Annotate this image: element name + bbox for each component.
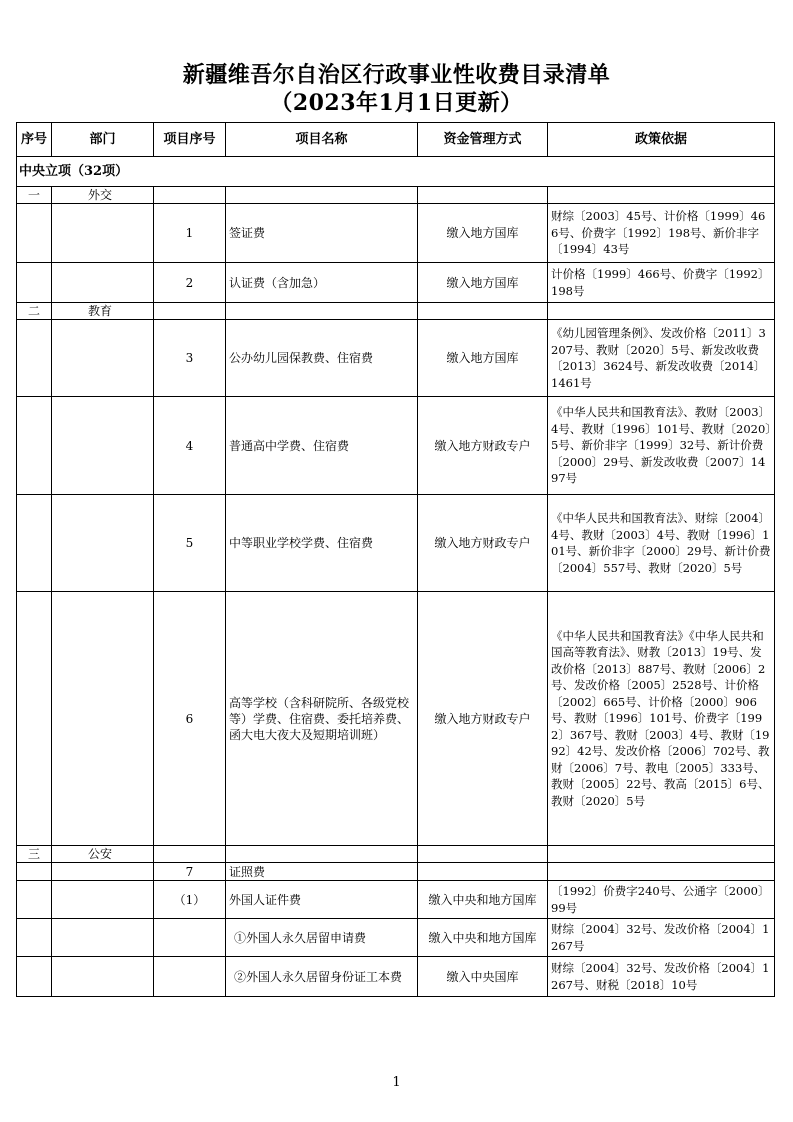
header-fund-mgmt: 资金管理方式 xyxy=(418,123,548,157)
policy-basis: 财综〔2004〕32号、发改价格〔2004〕1267号、财税〔2018〕10号 xyxy=(548,957,775,997)
header-dept: 部门 xyxy=(52,123,154,157)
table-row xyxy=(17,592,775,846)
category-dept: 教育 xyxy=(52,303,154,320)
policy-basis: 〔1992〕价费字240号、公通字〔2000〕99号 xyxy=(548,881,775,919)
category-seq: 二 xyxy=(17,303,52,320)
section-label: 中央立项（32项） xyxy=(17,157,775,187)
item-name: 外国人证件费 xyxy=(226,881,418,919)
item-no: 7 xyxy=(154,863,226,881)
policy-basis: 《中华人民共和国教育法》、财综〔2004〕4号、教财〔2003〕4号、教财〔1996〕101号、新价非字〔2000〕29号、新计价费〔2004〕557号、教财〔2020〕5号 xyxy=(548,495,775,592)
header-item-name: 项目名称 xyxy=(226,123,418,157)
policy-basis: 《中华人民共和国教育法》《中华人民共和国高等教育法》、财教〔2013〕19号、发改价格〔2013〕887号、教财〔2006〕2号、发改价格〔2005〕2528号、计价格〔2002〕665号、计价格〔2000〕906号、教财〔1996〕101号、价费字〔1992〕367号、教财〔2003〕4号、教财〔1992〕42号、发改价格〔2006〕702号、教财〔2006〕7号、教电〔2005〕333号、教财〔2005〕22号、教高〔2015〕6号、教财〔2020〕5号 xyxy=(548,592,775,846)
table-row xyxy=(17,320,775,397)
header-policy: 政策依据 xyxy=(548,123,775,157)
table-header-row xyxy=(17,123,775,157)
item-no: 5 xyxy=(154,495,226,592)
document-title: 新疆维吾尔自治区行政事业性收费目录清单 xyxy=(182,62,611,88)
policy-basis: 《幼儿园管理条例》、发改价格〔2011〕3207号、教财〔2020〕5号、新发改收费〔2013〕3624号、新发改收费〔2014〕1461号 xyxy=(548,320,775,397)
fund-mgmt: 缴入地方财政专户 xyxy=(418,592,548,846)
fund-mgmt: 缴入地方财政专户 xyxy=(418,495,548,592)
item-no: （1） xyxy=(154,881,226,919)
item-name: 证照费 xyxy=(226,863,418,881)
policy-basis: 财综〔2004〕32号、发改价格〔2004〕1267号 xyxy=(548,919,775,957)
policy-basis: 财综〔2003〕45号、计价格〔1999〕466号、价费字〔1992〕198号、新价非字〔1994〕43号 xyxy=(548,204,775,263)
fund-mgmt: 缴入地方国库 xyxy=(418,263,548,303)
fund-mgmt: 缴入地方国库 xyxy=(418,320,548,397)
category-dept: 公安 xyxy=(52,846,154,863)
item-no: 1 xyxy=(154,204,226,263)
fee-catalog-table xyxy=(16,122,775,997)
fund-mgmt: 缴入中央国库 xyxy=(418,957,548,997)
header-item-no: 项目序号 xyxy=(154,123,226,157)
table-row xyxy=(17,957,775,997)
item-name: 中等职业学校学费、住宿费 xyxy=(226,495,418,592)
fund-mgmt: 缴入地方财政专户 xyxy=(418,397,548,495)
fund-mgmt: 缴入中央和地方国库 xyxy=(418,919,548,957)
table-row xyxy=(17,263,775,303)
header-seq: 序号 xyxy=(17,123,52,157)
item-name: ①外国人永久居留申请费 xyxy=(226,919,418,957)
item-no: 3 xyxy=(154,320,226,397)
item-name: 普通高中学费、住宿费 xyxy=(226,397,418,495)
policy-basis: 计价格〔1999〕466号、价费字〔1992〕198号 xyxy=(548,263,775,303)
table-row xyxy=(17,397,775,495)
document-subtitle: （2023年1月1日更新） xyxy=(270,90,523,116)
category-seq: 三 xyxy=(17,846,52,863)
table-row xyxy=(17,863,775,881)
item-no: 4 xyxy=(154,397,226,495)
item-no: 6 xyxy=(154,592,226,846)
category-row xyxy=(17,187,775,204)
policy-basis: 《中华人民共和国教育法》、教财〔2003〕4号、教财〔1996〕101号、教财〔2020〕5号、新价非字〔1999〕32号、新计价费〔2000〕29号、新发改收费〔2007〕1497号 xyxy=(548,397,775,495)
item-name: 签证费 xyxy=(226,204,418,263)
item-name: ②外国人永久居留身份证工本费 xyxy=(226,957,418,997)
table-row xyxy=(17,204,775,263)
category-dept: 外交 xyxy=(52,187,154,204)
item-name: 高等学校（含科研院所、各级党校等）学费、住宿费、委托培养费、函大电大夜大及短期培训班） xyxy=(226,592,418,846)
fund-mgmt: 缴入中央和地方国库 xyxy=(418,881,548,919)
category-row xyxy=(17,303,775,320)
category-seq: 一 xyxy=(17,187,52,204)
category-row xyxy=(17,846,775,863)
fund-mgmt: 缴入地方国库 xyxy=(418,204,548,263)
table-row xyxy=(17,919,775,957)
table-row xyxy=(17,495,775,592)
item-no: 2 xyxy=(154,263,226,303)
table-row xyxy=(17,881,775,919)
page-number: 1 xyxy=(392,1075,401,1090)
item-name: 认证费（含加急） xyxy=(226,263,418,303)
section-row xyxy=(17,157,775,187)
item-name: 公办幼儿园保教费、住宿费 xyxy=(226,320,418,397)
